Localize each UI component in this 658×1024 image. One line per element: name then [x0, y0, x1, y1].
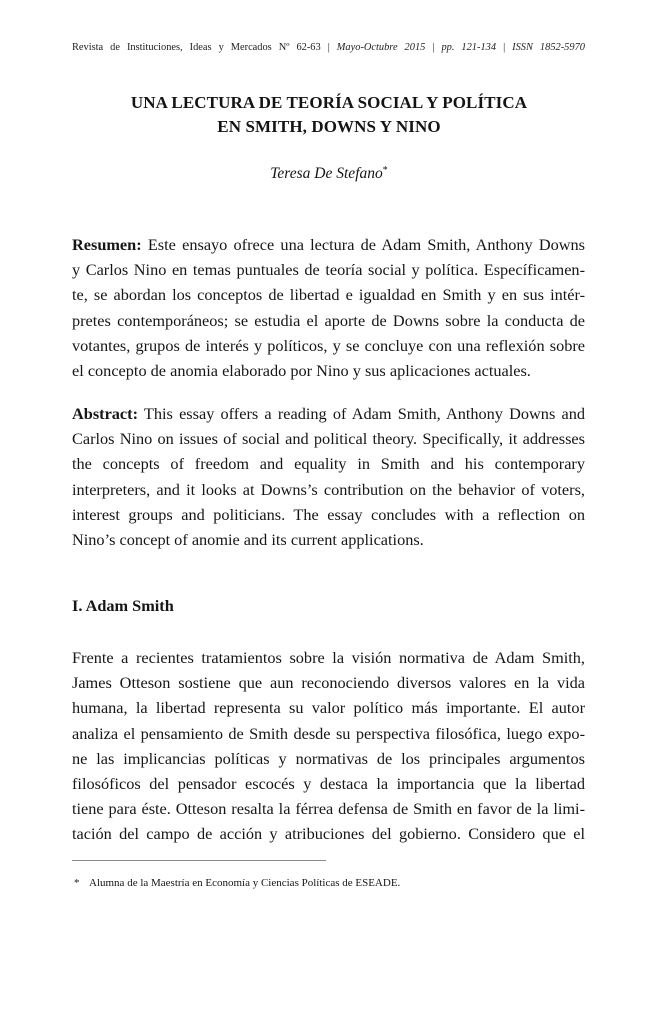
journal-name: Revista de Instituciones, Ideas y Mercados Nº 62-63: [72, 42, 321, 53]
resumen-line: Resumen: Este ensayo ofrece una lectura de Adam Smith, Anthony Downs: [72, 235, 585, 254]
issue-date: Mayo-Octubre 2015: [336, 42, 426, 53]
body-line: analiza el pensamiento de Smith desde su perspectiva filosófica, luego expo-: [72, 723, 585, 743]
issn: ISSN 1852-5970: [512, 42, 585, 53]
running-header: [72, 41, 585, 55]
section-heading: I. Adam Smith: [72, 596, 174, 615]
abstract-paragraph: [72, 401, 585, 552]
abstract-line: interest groups and politicians. The essay concludes with a reflection on: [72, 504, 585, 524]
author-byline: [0, 164, 658, 184]
body-line: tación del campo de acción y atribuciones del gobierno. Considero que el: [72, 824, 585, 844]
resumen-line: votantes, grupos de interés y políticos, y se concluye con una reflexión sobre: [72, 335, 585, 355]
resumen-line: pretes contemporáneos; se estudia el aporte de Downs sobre la conducta de: [72, 310, 585, 330]
body-line: tiene para éste. Otteson resalta la férrea defensa de Smith en favor de la limi-: [72, 799, 585, 819]
abstract-line: the concepts of freedom and equality in Smith and his contemporary: [72, 454, 585, 474]
abstract-line: Abstract: This essay offers a reading of Adam Smith, Anthony Downs and: [72, 404, 585, 423]
header-separator: |: [432, 42, 435, 53]
footnote-text: Alumna de la Maestría en Economía y Ciencias Políticas de ESEADE.: [89, 877, 401, 889]
title-line-2: EN SMITH, DOWNS Y NINO: [217, 117, 441, 136]
body-line: filosóficos del pensador escocés y destaca la importancia que la libertad: [72, 773, 585, 793]
resumen-line: te, se abordan los conceptos de libertad e igualdad en Smith y en sus intér-: [72, 285, 585, 305]
page-range: pp. 121-134: [441, 42, 497, 53]
title-line-1: UNA LECTURA DE TEORÍA SOCIAL Y POLÍTICA: [130, 93, 528, 112]
resumen-line: el concepto de anomia elaborado por Nino y sus aplicaciones actuales.: [72, 360, 531, 380]
author-name: Teresa De Stefano: [270, 165, 383, 182]
body-line: Frente a recientes tratamientos sobre la visión normativa de Adam Smith,: [72, 648, 585, 667]
body-line: James Otteson sostiene que aun reconociendo diversos valores en la vida: [72, 673, 585, 693]
header-separator: |: [327, 42, 330, 53]
article-title: [0, 91, 658, 139]
footnote-mark: *: [74, 877, 80, 889]
resumen-paragraph: [72, 232, 585, 383]
header-separator: |: [503, 42, 506, 53]
footnote-divider: [72, 860, 326, 861]
abstract-line: interpreters, and it looks at Downs’s contribution on the behavior of voters,: [72, 479, 585, 499]
body-line: ne las implicancias políticas y normativas de los principales argumentos: [72, 748, 585, 768]
footnote: [72, 876, 585, 890]
body-line: humana, la libertad representa su valor político más importante. El autor: [72, 698, 585, 718]
body-paragraph: [72, 645, 585, 847]
abstract-line: Nino’s concept of anomie and its current applications.: [72, 529, 424, 549]
resumen-label: Resumen:: [72, 235, 142, 254]
abstract-line: Carlos Nino on issues of social and political theory. Specifically, it addresses: [72, 429, 585, 449]
author-footnote-mark: *: [382, 165, 388, 176]
resumen-line: y Carlos Nino en temas puntuales de teoría social y política. Específicamen-: [72, 260, 585, 280]
abstract-label: Abstract:: [72, 404, 139, 423]
